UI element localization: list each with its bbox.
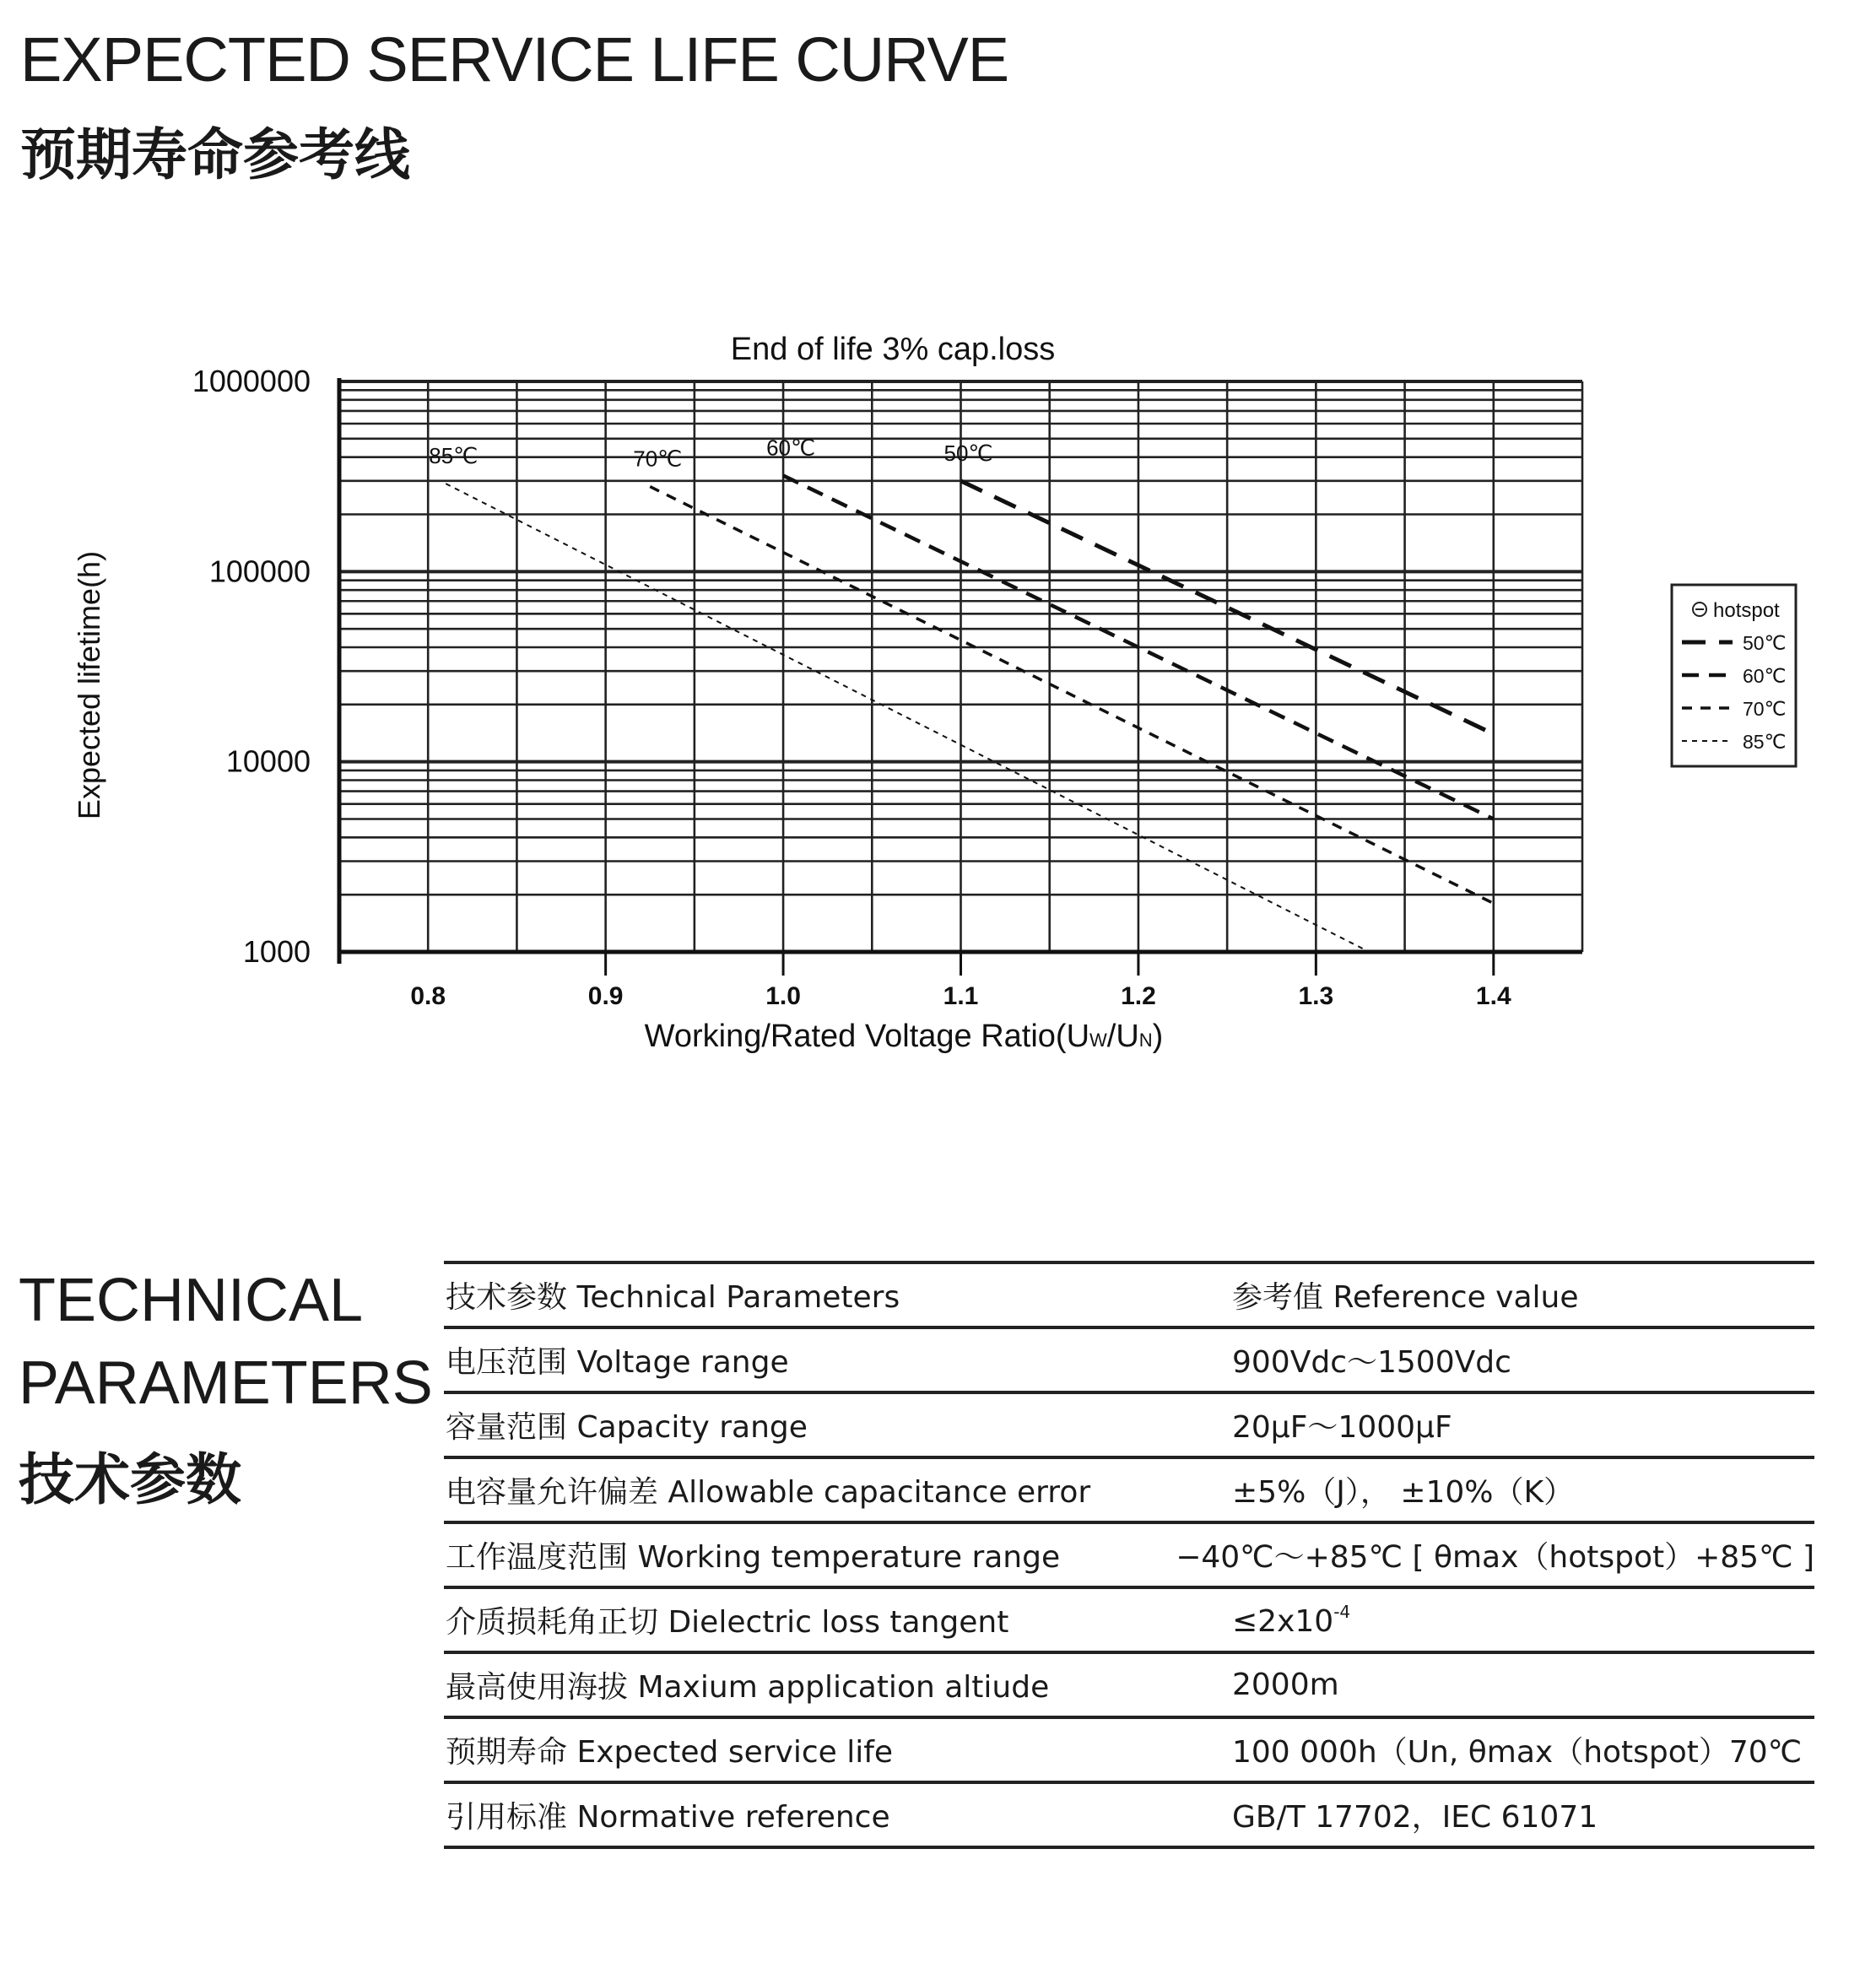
- legend: [1672, 585, 1796, 766]
- series-line: [650, 487, 1494, 904]
- param-value: −40℃～+85℃ [ θmax（hotspot）+85℃ ]: [1176, 1540, 1814, 1575]
- table-row: [444, 1329, 1814, 1394]
- table-row: [444, 1459, 1814, 1524]
- series-label: 50℃: [943, 440, 993, 466]
- param-value: 100 000h（Un, θmax（hotspot）70℃: [1232, 1735, 1803, 1770]
- legend-entry: 50℃: [1743, 632, 1787, 654]
- section-title: TECHNICAL: [19, 1267, 364, 1334]
- table-row: [444, 1394, 1814, 1459]
- table-row: [444, 1524, 1814, 1589]
- x-tick-label: 0.9: [587, 982, 624, 1010]
- grid: [339, 381, 1582, 952]
- series-label: 60℃: [766, 435, 816, 461]
- y-tick-label: 1000000: [192, 364, 311, 398]
- page-title: EXPECTED SERVICE LIFE CURVE: [20, 24, 1009, 95]
- y-tick-label: 100000: [208, 554, 311, 589]
- param-value: 900Vdc～1500Vdc: [1232, 1345, 1511, 1380]
- x-tick-label: 1.4: [1475, 982, 1511, 1010]
- table-row: [444, 1654, 1814, 1719]
- series-label: 85℃: [429, 443, 478, 469]
- x-tick-label: 1.0: [765, 982, 801, 1010]
- parameters-table: [444, 1261, 1814, 1849]
- axes: [192, 364, 1582, 1010]
- param-value: 2000m: [1232, 1668, 1339, 1702]
- x-axis-label: Working/Rated Voltage Ratio(UW/UN): [644, 1019, 1164, 1054]
- param-value: 20μF～1000μF: [1232, 1410, 1452, 1445]
- param-name: 电容量允许偏差 Allowable capacitance error: [446, 1475, 1091, 1510]
- table-row: [444, 1589, 1814, 1654]
- param-value: GB/T 17702，IEC 61071: [1232, 1800, 1598, 1835]
- x-tick-label: 0.8: [410, 982, 446, 1010]
- table-row: [444, 1719, 1814, 1784]
- param-name: 最高使用海拔 Maxium application altiude: [446, 1670, 1050, 1705]
- param-name: 介质损耗角正切 Dielectric loss tangent: [446, 1605, 1009, 1640]
- param-name: 引用标准 Normative reference: [446, 1800, 890, 1835]
- table-row: [444, 1784, 1814, 1849]
- section-title-cn: 技术参数: [19, 1447, 241, 1512]
- legend-entry: 60℃: [1743, 665, 1787, 687]
- header-parameter: 技术参数 Technical Parameters: [446, 1280, 900, 1315]
- param-name: 预期寿命 Expected service life: [446, 1735, 894, 1770]
- page-title-cn: 预期寿命参考线: [20, 122, 410, 187]
- series-label: 70℃: [633, 446, 683, 472]
- x-tick-label: 1.1: [943, 982, 979, 1010]
- y-tick-label: 10000: [225, 743, 311, 779]
- y-tick-label: 1000: [242, 934, 311, 969]
- param-name: 容量范围 Capacity range: [446, 1410, 808, 1445]
- param-value: $\le 2x10^{-4}$: [1232, 1601, 1351, 1639]
- legend-title: hotspot: [1713, 599, 1780, 622]
- legend-entry: 85℃: [1743, 731, 1787, 753]
- param-name: 工作温度范围 Working temperature range: [446, 1540, 1061, 1575]
- param-value: ±5%（J）， ±10%（K）: [1232, 1475, 1575, 1510]
- legend-entry: 70℃: [1743, 698, 1787, 720]
- header-value: 参考值 Reference value: [1232, 1280, 1579, 1315]
- x-tick-label: 1.2: [1121, 982, 1156, 1010]
- x-tick-label: 1.3: [1298, 982, 1334, 1010]
- y-axis-label: Expected lifetime(h): [72, 550, 106, 820]
- chart-title: End of life 3% cap.loss: [730, 332, 1056, 367]
- series-line: [446, 484, 1369, 952]
- section-title-line2: PARAMETERS: [19, 1349, 433, 1417]
- param-name: 电压范围 Voltage range: [446, 1345, 789, 1380]
- table-header-row: [444, 1264, 1814, 1329]
- life-curve-chart: [0, 304, 1876, 1080]
